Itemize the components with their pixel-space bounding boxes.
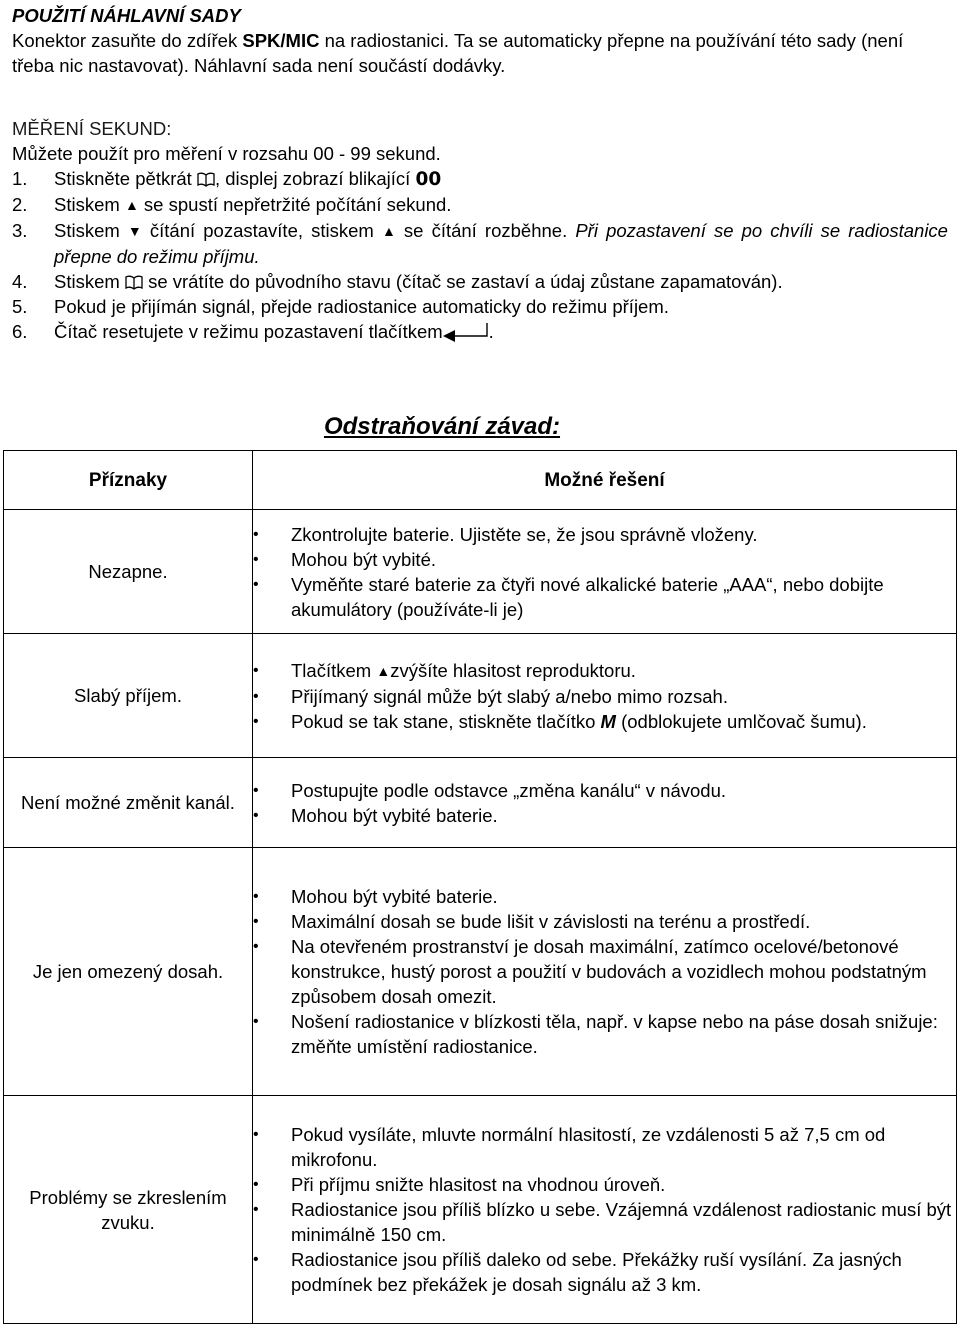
troubleshooting-title: Odstraňování závad: xyxy=(323,413,561,440)
headset-text-2: na radiostanici. Ta se automaticky přepne na používání této sady (není třeba nic nastavovat). Náhlavní sada není součástí dodávky. xyxy=(12,30,904,76)
item-text-a: Pokud se tak stane, stiskněte tlačítko xyxy=(291,710,601,732)
seconds-section xyxy=(12,116,948,344)
solution-list xyxy=(253,884,956,1059)
item-text-b: zvýšíte hlasitost reproduktoru. xyxy=(390,659,636,681)
step-6-b: . xyxy=(488,321,494,342)
list-item: • Mohou být vybité baterie. xyxy=(253,803,956,828)
step-number: 1. xyxy=(12,168,28,189)
step-4 xyxy=(12,269,948,294)
step-3-note: Při pozastavení se po chvíli se radiostanice přepne do režimu příjmu. xyxy=(54,220,948,267)
list-item: • Při příjmu snižte hlasitost na vhodnou úroveň. xyxy=(253,1172,956,1197)
step-6-a: Čítač resetujete v režimu pozastavení tlačítkem xyxy=(54,321,443,342)
list-item: • Radiostanice jsou příliš daleko od sebe. Překážky ruší vysílání. Za jasných podmínek bez překážek je dosah signálu až 3 km. xyxy=(253,1247,956,1297)
solution-list xyxy=(253,658,956,734)
list-item: • Zkontrolujte baterie. Ujistěte se, že jsou správně vloženy. xyxy=(253,522,956,547)
seconds-intro: Můžete použít pro měření v rozsahu 00 - 99 sekund. xyxy=(12,143,441,164)
step-2-b: se spustí nepřetržité počítání sekund. xyxy=(138,194,452,215)
troubleshooting-table xyxy=(3,450,957,1324)
up-arrow-icon: ▲ xyxy=(381,223,396,239)
step-text xyxy=(54,166,948,192)
solution-cell xyxy=(253,510,957,634)
symptom-cell: Nezapne. xyxy=(4,510,253,634)
table-row xyxy=(4,758,957,848)
list-item: • Mohou být vybité baterie. xyxy=(253,884,956,909)
book-icon xyxy=(197,172,215,187)
list-item: • Na otevřeném prostranství je dosah maximální, zatímco ocelové/betonové konstrukce, hustý porost a použití v budovách a vozidlech mohou podstatným způsobem dosah omezit. xyxy=(253,934,956,1009)
solution-list xyxy=(253,778,956,828)
list-item: • Radiostanice jsou příliš blízko u sebe. Vzájemná vzdálenost radiostanic musí být minimálně 150 cm. xyxy=(253,1197,956,1247)
step-text: Pokud je přijímán signál, přejde radiostanice automaticky do režimu příjem. xyxy=(54,296,669,317)
step-number: 2. xyxy=(12,194,28,215)
solution-list xyxy=(253,522,956,622)
m-key: M xyxy=(600,710,616,732)
solution-list xyxy=(253,1122,956,1297)
step-text xyxy=(54,269,948,294)
list-item: • Nošení radiostanice v blízkosti těla, např. v kapse nebo na páse dosah snižuje: změňte umístění radiostanice. xyxy=(253,1009,956,1059)
symptom-cell: Problémy se zkreslením zvuku. xyxy=(4,1096,253,1324)
list-item xyxy=(253,709,956,734)
list-item xyxy=(253,658,956,684)
step-1 xyxy=(12,166,948,192)
symptoms-header: Příznaky xyxy=(4,451,253,510)
table-row xyxy=(4,1096,957,1324)
list-item: • Přijímaný signál může být slabý a/nebo mimo rozsah. xyxy=(253,684,956,709)
book-icon xyxy=(125,275,143,290)
step-2 xyxy=(12,192,948,218)
step-number: 4. xyxy=(12,271,28,292)
solution-cell xyxy=(253,1096,957,1324)
table-row xyxy=(4,634,957,758)
step-3 xyxy=(12,218,948,269)
solutions-header: Možné řešení xyxy=(253,451,957,510)
item-text-a: Tlačítkem xyxy=(291,659,377,681)
step-5 xyxy=(12,294,948,319)
step-3-c: se čítání rozběhne. xyxy=(395,220,576,241)
step-1-a: Stiskněte pětkrát xyxy=(54,168,197,189)
step-number: 6. xyxy=(12,321,28,342)
headset-section xyxy=(12,3,948,78)
step-2-a: Stiskem xyxy=(54,194,125,215)
step-3-b: čítání pozastavíte, stiskem xyxy=(141,220,382,241)
table-row xyxy=(4,510,957,634)
table-row xyxy=(4,848,957,1096)
step-text xyxy=(54,218,948,269)
connector-name: SPK/MIC xyxy=(242,30,320,51)
step-6 xyxy=(12,319,948,344)
up-arrow-icon: ▲ xyxy=(376,662,391,679)
solution-cell xyxy=(253,848,957,1096)
list-item: • Vyměňte staré baterie za čtyři nové alkalické baterie „AAA“, nebo dobijte akumulátory (používáte-li je) xyxy=(253,572,956,622)
step-number: 5. xyxy=(12,296,28,317)
headset-text-1: Konektor zasuňte do zdířek xyxy=(12,30,243,51)
headset-heading: POUŽITÍ NÁHLAVNÍ SADY xyxy=(12,5,241,26)
step-number: 3. xyxy=(12,220,28,241)
table-header-row xyxy=(4,451,957,510)
enter-icon xyxy=(443,322,489,344)
down-arrow-icon: ▼ xyxy=(127,223,142,239)
solution-cell xyxy=(253,758,957,848)
up-arrow-icon: ▲ xyxy=(124,197,139,213)
step-3-a: Stiskem xyxy=(54,220,128,241)
item-text-c: (odblokujete umlčovač šumu). xyxy=(615,710,867,732)
seconds-heading: MĚŘENÍ SEKUND: xyxy=(12,118,172,139)
list-item: • Maximální dosah se bude lišit v závislosti na terénu a prostředí. xyxy=(253,909,956,934)
step-text xyxy=(54,192,948,218)
step-text xyxy=(54,319,948,344)
list-item: • Postupujte podle odstavce „změna kanálu“ v návodu. xyxy=(253,778,956,803)
list-item: • Pokud vysíláte, mluvte normální hlasitostí, ze vzdálenosti 5 až 7,5 cm od mikrofonu. xyxy=(253,1122,956,1172)
symptom-cell: Je jen omezený dosah. xyxy=(4,848,253,1096)
step-4-a: Stiskem xyxy=(54,271,125,292)
symptom-cell: Slabý příjem. xyxy=(4,634,253,758)
blinking-00: 00 xyxy=(415,169,442,190)
headset-text xyxy=(12,28,948,78)
list-item: • Mohou být vybité. xyxy=(253,547,956,572)
step-4-b: se vrátíte do původního stavu (čítač se zastaví a údaj zůstane zapamatován). xyxy=(142,271,783,292)
symptom-cell: Není možné změnit kanál. xyxy=(4,758,253,848)
solution-cell xyxy=(253,634,957,758)
step-1-b: , displej zobrazí blikající xyxy=(214,168,416,189)
